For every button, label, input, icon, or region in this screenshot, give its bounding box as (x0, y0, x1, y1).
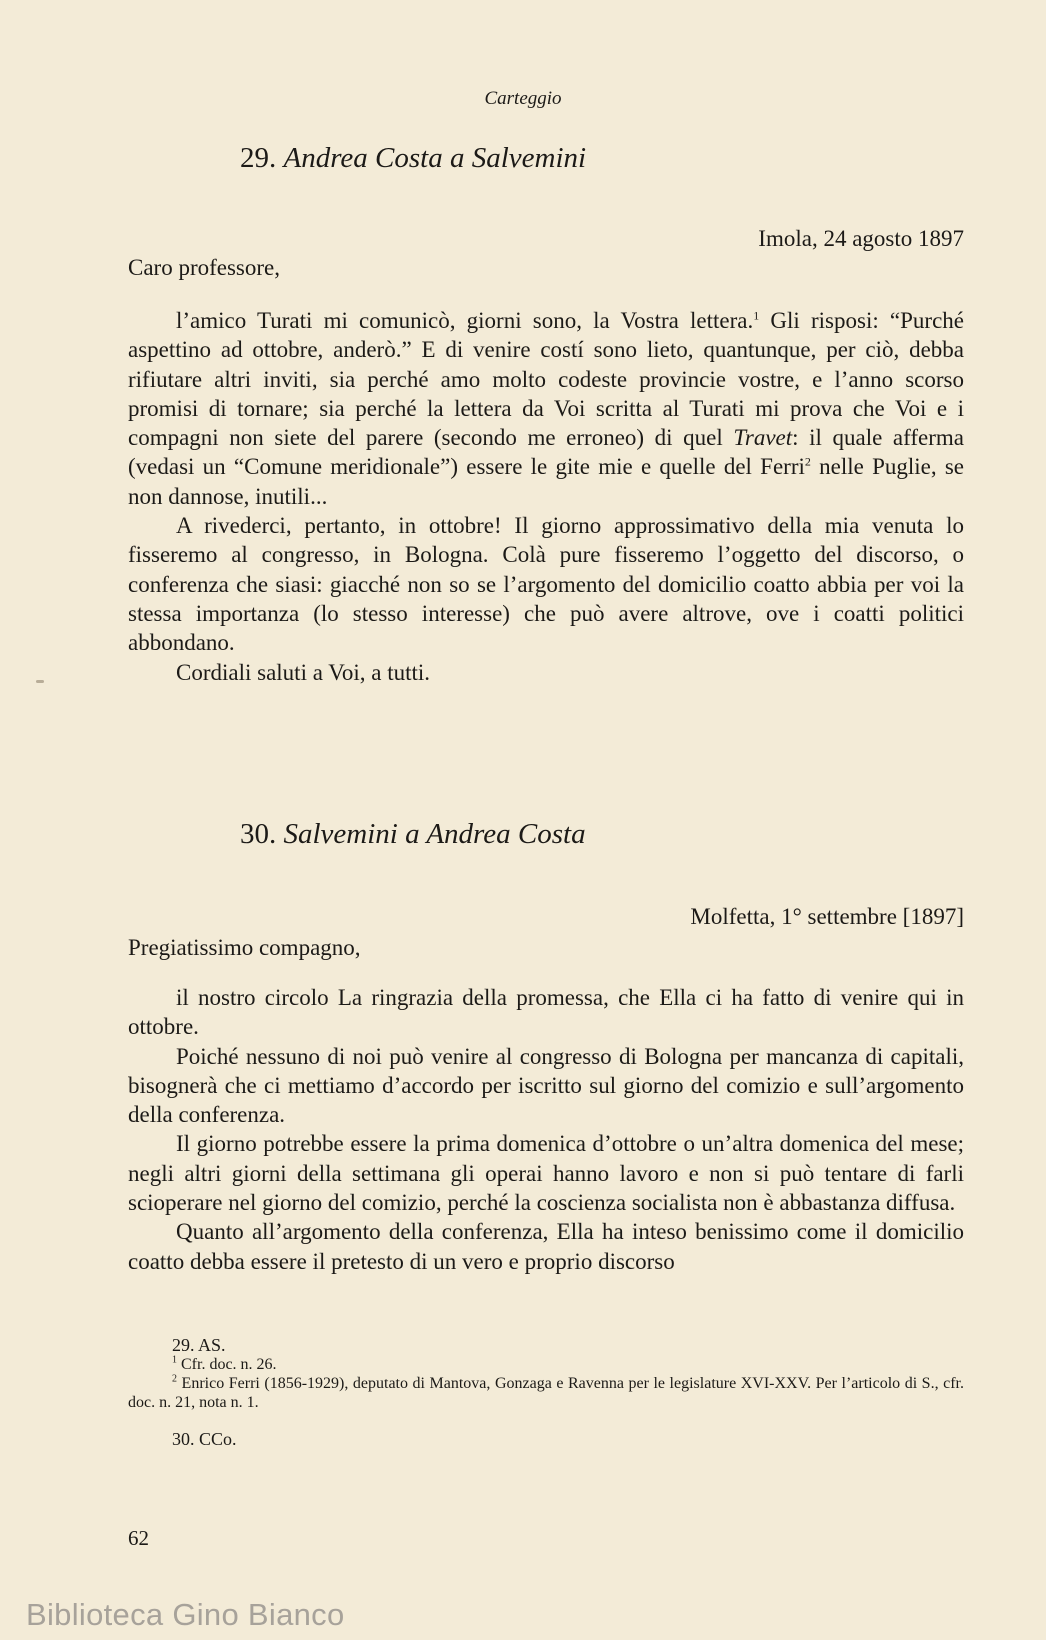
paragraph: Poiché nessuno di noi può venire al congresso di Bologna per mancanza di capitali, bisognerà che ci mettiamo d’accordo per iscritto sul giorno del comizio e sull’argomento della conferenza. (128, 1043, 964, 1128)
letter-29-place-date: Imola, 24 agosto 1897 (758, 226, 964, 251)
library-watermark: Biblioteca Gino Bianco (26, 1597, 345, 1632)
footnote-ref: 2 (804, 454, 811, 469)
footnote-text: Cfr. doc. n. 26. (181, 1356, 277, 1373)
text-run: : il quale afferma (vedasi un “Comune meridionale”) essere le gite mie e quelle del Ferri (128, 425, 964, 480)
letter-number: 30. (240, 818, 277, 850)
footnote-2 (128, 1374, 964, 1412)
letter-29-body (128, 306, 964, 687)
letter-30-salutation: Pregiatissimo compagno, (128, 935, 361, 960)
paragraph: Il giorno potrebbe essere la prima domenica d’ottobre o un’altra domenica del mese; negli altri giorni della settimana gli operai hanno lavoro e non si può tentare di farli scioperare nel giorno del comizio, perché la coscienza socialista non è abbastanza diffusa. (128, 1131, 964, 1216)
letter-30-body (128, 983, 964, 1276)
italic-term: Travet (733, 425, 793, 451)
letter-title: Andrea Costa a Salvemini (283, 142, 587, 174)
footnote-1 (128, 1355, 964, 1374)
paragraph: A rivederci, pertanto, in ottobre! Il giorno approssimativo della mia venuta lo fisseremo al congresso, in Bologna. Colà pure fisseremo l’oggetto del discorso, o conferenza che siasi: giacché non so se l’argomento del domicilio coatto abbia per voi la stessa importanza (lo stesso interesse) che può avere altrove, ove i coatti politici abbondano. (128, 513, 964, 656)
letter-number: 29. (240, 142, 277, 174)
footnote-mark: 1 (172, 1354, 177, 1366)
ink-mark (36, 680, 44, 683)
letter-30-place-date: Molfetta, 1° settembre [1897] (690, 904, 964, 929)
source-note: 29. AS. (172, 1335, 226, 1355)
text-run: l’amico Turati mi comunicò, giorni sono, la Vostra lettera. (176, 308, 754, 333)
paragraph: Cordiali saluti a Voi, a tutti. (176, 659, 431, 685)
letter-29-heading (240, 142, 586, 175)
letter-30-heading (240, 818, 586, 851)
paragraph (128, 306, 964, 511)
source-note: 30. CCo. (172, 1429, 237, 1449)
letter-29-salutation: Caro professore, (128, 255, 281, 280)
paragraph: il nostro circolo La ringrazia della promessa, che Ella ci ha fatto di venire qui in ottobre. (128, 985, 964, 1040)
footnote-text: Enrico Ferri (1856-1929), deputato di Mantova, Gonzaga e Ravenna per le legislature XVI-XXV. Per l’articolo di S., cfr. doc. n. 21, nota n. 1. (128, 1375, 964, 1411)
letter-title: Salvemini a Andrea Costa (283, 818, 586, 850)
notes-letter-29 (128, 1336, 964, 1412)
running-head: Carteggio (484, 88, 562, 109)
text-run: Gli risposi: “Purché aspettino ad ottobre, anderò.” E di venire costí sono lieto, quantunque, per ciò, debba rifiutare altri inviti, sia perché amo molto codeste provincie vostre, e l’anno scorso promisi di tornare; sia perché la lettera da Voi scritta al Turati mi prova che Voi e i compagni non siete del parere (secondo me erroneo) di quel (128, 308, 964, 451)
footnote-ref: 1 (753, 308, 760, 323)
text-run: nelle Puglie, se non dannose, inutili... (128, 454, 964, 509)
notes-letter-30 (128, 1430, 964, 1449)
page-number: 62 (128, 1526, 149, 1550)
paragraph: Quanto all’argomento della conferenza, Ella ha inteso benissimo come il domicilio coatto debba essere il pretesto di un vero e proprio discorso (128, 1219, 964, 1274)
footnote-mark: 2 (172, 1373, 177, 1385)
